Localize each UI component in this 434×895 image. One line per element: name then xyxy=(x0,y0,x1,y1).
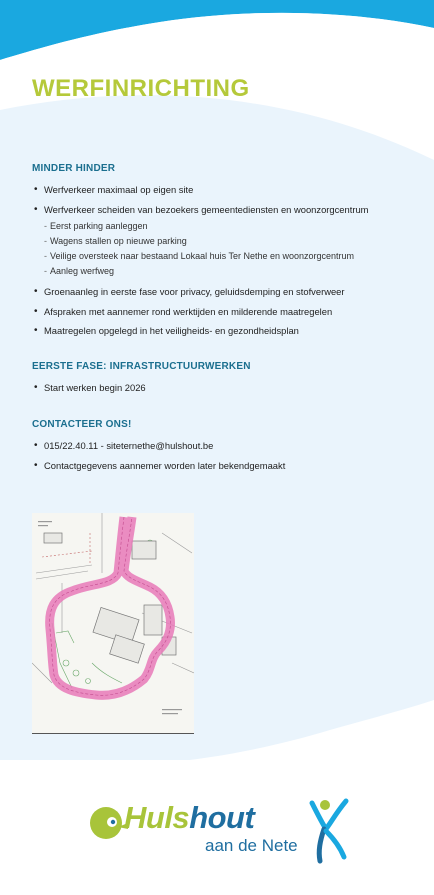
list-item: • Maatregelen opgelegd in het veiligheids- en gezondheidsplan xyxy=(32,325,422,337)
sub-list-item: - Aanleg werfweg xyxy=(44,265,115,276)
bullet-list xyxy=(32,184,422,337)
logo-wordmark: Hulshout xyxy=(124,800,255,835)
site-plan-map xyxy=(32,513,194,734)
page-title: WERFINRICHTING xyxy=(32,75,250,102)
list-item: • Groenaanleg in eerste fase voor privacy, geluidsdemping en stofverweer xyxy=(32,286,422,298)
bullet-list xyxy=(32,382,422,394)
section-heading: EERSTE FASE: INFRASTRUCTUURWERKEN xyxy=(32,361,251,372)
list-item: • Start werken begin 2026 xyxy=(32,382,422,394)
list-item: • Contactgegevens aannemer worden later bekendgemaakt xyxy=(32,460,422,472)
site-plan-drawing xyxy=(32,513,194,733)
sub-list-item: - Eerst parking aanleggen xyxy=(44,220,148,231)
list-item: • Werfverkeer maximaal op eigen site xyxy=(32,184,422,196)
logo-subtitle: aan de Nete xyxy=(205,836,298,855)
list-item: • 015/22.40.11 - siteternethe@hulshout.be xyxy=(32,440,422,452)
sub-list-item: - Wagens stallen op nieuwe parking xyxy=(44,235,187,246)
section-eerste-fase xyxy=(32,361,422,402)
section-contact xyxy=(32,419,422,479)
list-item: • Werfverkeer scheiden van bezoekers gemeentediensten en woonzorgcentrum - Eerst parking aanleggen - Wagens stallen op nieuwe parking - Veilige oversteek naar bestaand Lokaal huis Ter Nethe en woonzorgcentrum - Aanleg werfweg xyxy=(32,204,422,279)
list-item: • Afspraken met aannemer rond werktijden en milderende maatregelen xyxy=(32,306,422,318)
section-heading: MINDER HINDER xyxy=(32,163,116,174)
section-minder-hinder xyxy=(32,163,422,345)
sub-list xyxy=(44,219,422,279)
section-heading: CONTACTEER ONS! xyxy=(32,419,132,430)
bullet-list xyxy=(32,440,422,472)
sub-list-item: - Veilige oversteek naar bestaand Lokaal huis Ter Nethe en woonzorgcentrum xyxy=(44,250,355,261)
